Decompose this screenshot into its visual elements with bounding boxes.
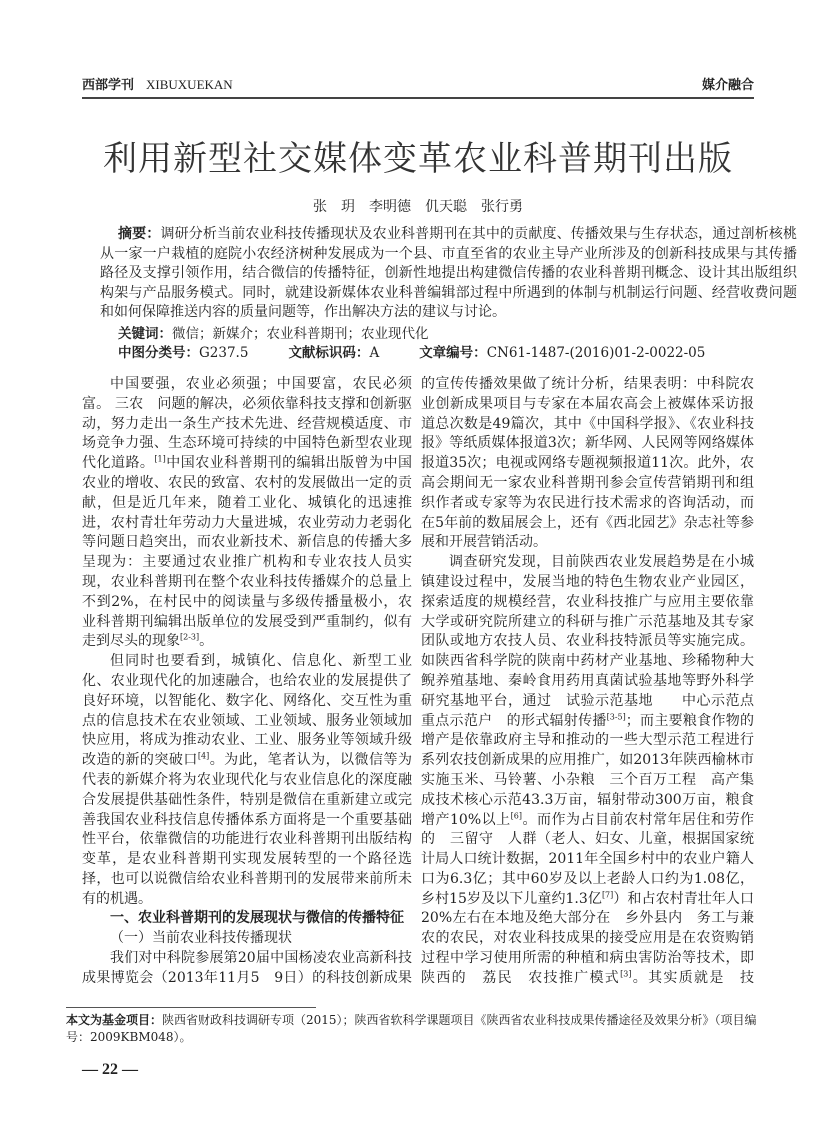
citation-ref: [3-5] xyxy=(606,711,626,721)
classification-line xyxy=(118,344,754,363)
footnote-text: 陕西省财政科技调研专项（2015）；陕西省软科学课题项目《陕西省农业科技成果传播途径及效果分析》（项目编号：2009KBM048）。 xyxy=(66,1012,757,1044)
clc-group xyxy=(118,344,248,363)
text-run: 。为此，笔者认为，以微信等为代表的新媒介将为农业现代化与农业信息化的深度融合发展提供基础性条件，特别是微信在重新建立或完善我国农业科技信息传播体系方面将是一个重要基础性平台，依靠微信的功能进行农业科普期刊出版结构变革，是农业科普期刊实现发展转型的一个路径选择，也可以说微信给农业科普期刊的发展带来前所未有的机遇。 xyxy=(82,752,412,907)
paragraph xyxy=(421,375,754,553)
text-run: 的宣传传播效果做了统计分析，结果表明：中科院农业创新成果项目与专家在本届农高会上被媒体采访报道总次数是49篇次，其中《中国科学报》、《农业科技报》等纸质媒体报道3次；新华网、人民网等网络媒体报道35次；电视或网络专题视频报道11次。此外，农高会期间无一家农业科普期刊参会宣传营销期刊和组织作者或专家等为农民进行技术需求的咨询活动，而在5年前的数届展会上，还有《西北园艺》杂志社等参展和开展营销活动。 xyxy=(421,375,754,551)
citation-ref: [7] xyxy=(601,890,614,900)
text-run: 中国要强，农业必须强；中国要富，农民必须富。 三农 问题的解决，必须依靠科技支撑和创新驱动，努力走出一条生产技术先进、经营规模适度、市场竞争力强、生态环境可持续的中国特色新型农业现代化道路。 xyxy=(82,375,412,472)
abstract-label: 摘要： xyxy=(118,226,161,242)
abstract xyxy=(100,225,797,323)
journal-name-en: XIBUXUEKAN xyxy=(146,77,233,92)
doc-code-value: A xyxy=(369,344,380,361)
article-number-group xyxy=(419,344,705,363)
footnote-label: 本文为基金项目： xyxy=(66,1012,163,1027)
keywords-text: 微信；新媒介；农业科普期刊；农业现代化 xyxy=(172,325,429,342)
text-run: 调查研究发现，目前陕西农业发展趋势是在小城镇建设过程中，发展当地的特色生物农业产业园区，探索适度的规模经营，农业科技推广与应用主要依靠大学或研究院所建立的科研与推广示范基地及其专家团队或地方农技人员、农业科技特派员等实施完成。如陕西省科学院的陕南中药材产业基地、珍稀物种大鲵养殖基地、秦岭食用药用真菌试验基地等野外科学研究基地平台，通过 试验示范基地 中心示范点 重点示范户 的形式辐射传播 xyxy=(421,554,782,729)
article-title: 利用新型社交媒体变革农业科普期刊出版 xyxy=(103,139,733,179)
subsection-heading: （一）当前农业科技传播现状 xyxy=(110,930,292,947)
footnote-rule xyxy=(66,1007,316,1008)
doc-code-label: 文献标识码： xyxy=(288,344,370,361)
left-column xyxy=(82,375,412,989)
text-run: 。而作为占目前农村常年居住和劳作的 三留守 人群（老人、妇女、儿童，根据国家统计局人口统计数据，2011年全国乡村中的农业户籍人口为6.3亿；其中60岁及以上老龄人口约为1.08亿，乡村15岁及以下儿童约1.3亿 xyxy=(421,811,754,907)
text-run: 。 xyxy=(199,633,214,650)
citation-ref: [1] xyxy=(154,454,166,464)
running-header-journal xyxy=(82,74,233,93)
citation-ref: [3] xyxy=(620,969,632,979)
text-run: ）和占农村青壮年人口20%左右在本地及绝大部分在 乡外县内 务工与兼农的农民，对农业科技成果的接受应用是在农资购销过程中学习使用所需的种植和病虫害防治等技术，即陕西的 荔民 农技推广模式 xyxy=(421,890,754,986)
article-number-label: 文章编号： xyxy=(419,344,487,361)
text-run: 。其实质就是 技 xyxy=(631,969,755,986)
authors: 张 玥 李明德 仉天聪 张行勇 xyxy=(313,199,523,215)
citation-ref: [2-3] xyxy=(180,632,200,642)
footnote xyxy=(66,1012,764,1046)
citation-ref: [6] xyxy=(510,810,522,820)
page-number: — 22 — xyxy=(82,1060,138,1078)
text-run: ；而主要粮食作物的增产是依靠政府主导和推动的一些大型示范工程进行系列农技创新成果的应用推广，如2013年陕西榆林市实施玉米、马铃薯、小杂粮 三个百万工程 高产集成技术核心示范43.3万亩，辐射带动300万亩，粮食增产10%以上 xyxy=(421,712,755,828)
text-run: 我们对中科院参展第20届中国杨凌农业高新科技成果博览会（2013年11月5 9日）的科技创新成果 xyxy=(82,950,412,986)
keywords xyxy=(118,325,754,344)
article-number-value: CN61-1487-(2016)01-2-0022-05 xyxy=(486,344,706,361)
citation-ref: [4] xyxy=(197,751,210,761)
doc-code-group xyxy=(288,344,379,363)
abstract-text: 调研分析当前农业科技传播现状及农业科普期刊在其中的贡献度、传播效果与生存状态，通过剖析核桃从一家一户栽植的庭院小农经济树种发展成为一个县、市直至省的农业主导产业所涉及的创新科技成果与其传播路径及支撑引领作用，结合微信的传播特征，创新性地提出构建微信传播的农业科普期刊概念、设计其出版组织构架与产品服务模式。同时，就建设新媒体农业科普编辑部过程中所遇到的体制与机制运行问题、经营收费问题和如何保障推送内容的质量问题等，作出解决方法的建议与讨论。 xyxy=(100,226,798,321)
paragraph xyxy=(421,553,782,989)
running-header xyxy=(82,74,754,99)
paragraph xyxy=(82,652,412,909)
clc-value: G237.5 xyxy=(199,344,249,361)
right-column xyxy=(421,375,782,989)
paragraph xyxy=(82,375,412,652)
journal-name-cn: 西部学刊 xyxy=(82,78,135,93)
paragraph xyxy=(82,949,412,989)
running-header-section: 媒介融合 xyxy=(701,78,754,93)
keywords-label: 关键词： xyxy=(118,325,172,342)
body-columns xyxy=(82,375,782,989)
text-run: 中国农业科普期刊的编辑出版曾为中国农业的增收、农民的致富、农村的发展做出一定的贡献，但是近几年来，随着工业化、城镇化的迅速推进，农村青壮年劳动力大量进城，农业劳动力老弱化等问题日趋突出，而农业新技术、新信息的传播大多呈现为：主要通过农业推广机构和专业农技人员实现，农业科普期刊在整个农业科技传播媒介的总量上不到2%，在村民中的阅读量与多级传播量极小，农业科普期刊编辑出版单位的发展受到严重制约，似有走到尽头的现象 xyxy=(82,455,412,650)
clc-label: 中图分类号： xyxy=(118,344,199,361)
text-run: 但同时也要看到，城镇化、信息化、新型工业化、农业现代化的加速融合，也给农业的发展提供了良好环境，以智能化、数字化、网络化、交互性为重点的信息技术在农业领域、工业领域、服务业领域加快应用，将成为推动农业、工业、服务业等领域升级改造的新的突破口 xyxy=(82,653,412,769)
section-heading: 一、农业科普期刊的发展现状与微信的传播特征 xyxy=(110,910,404,927)
